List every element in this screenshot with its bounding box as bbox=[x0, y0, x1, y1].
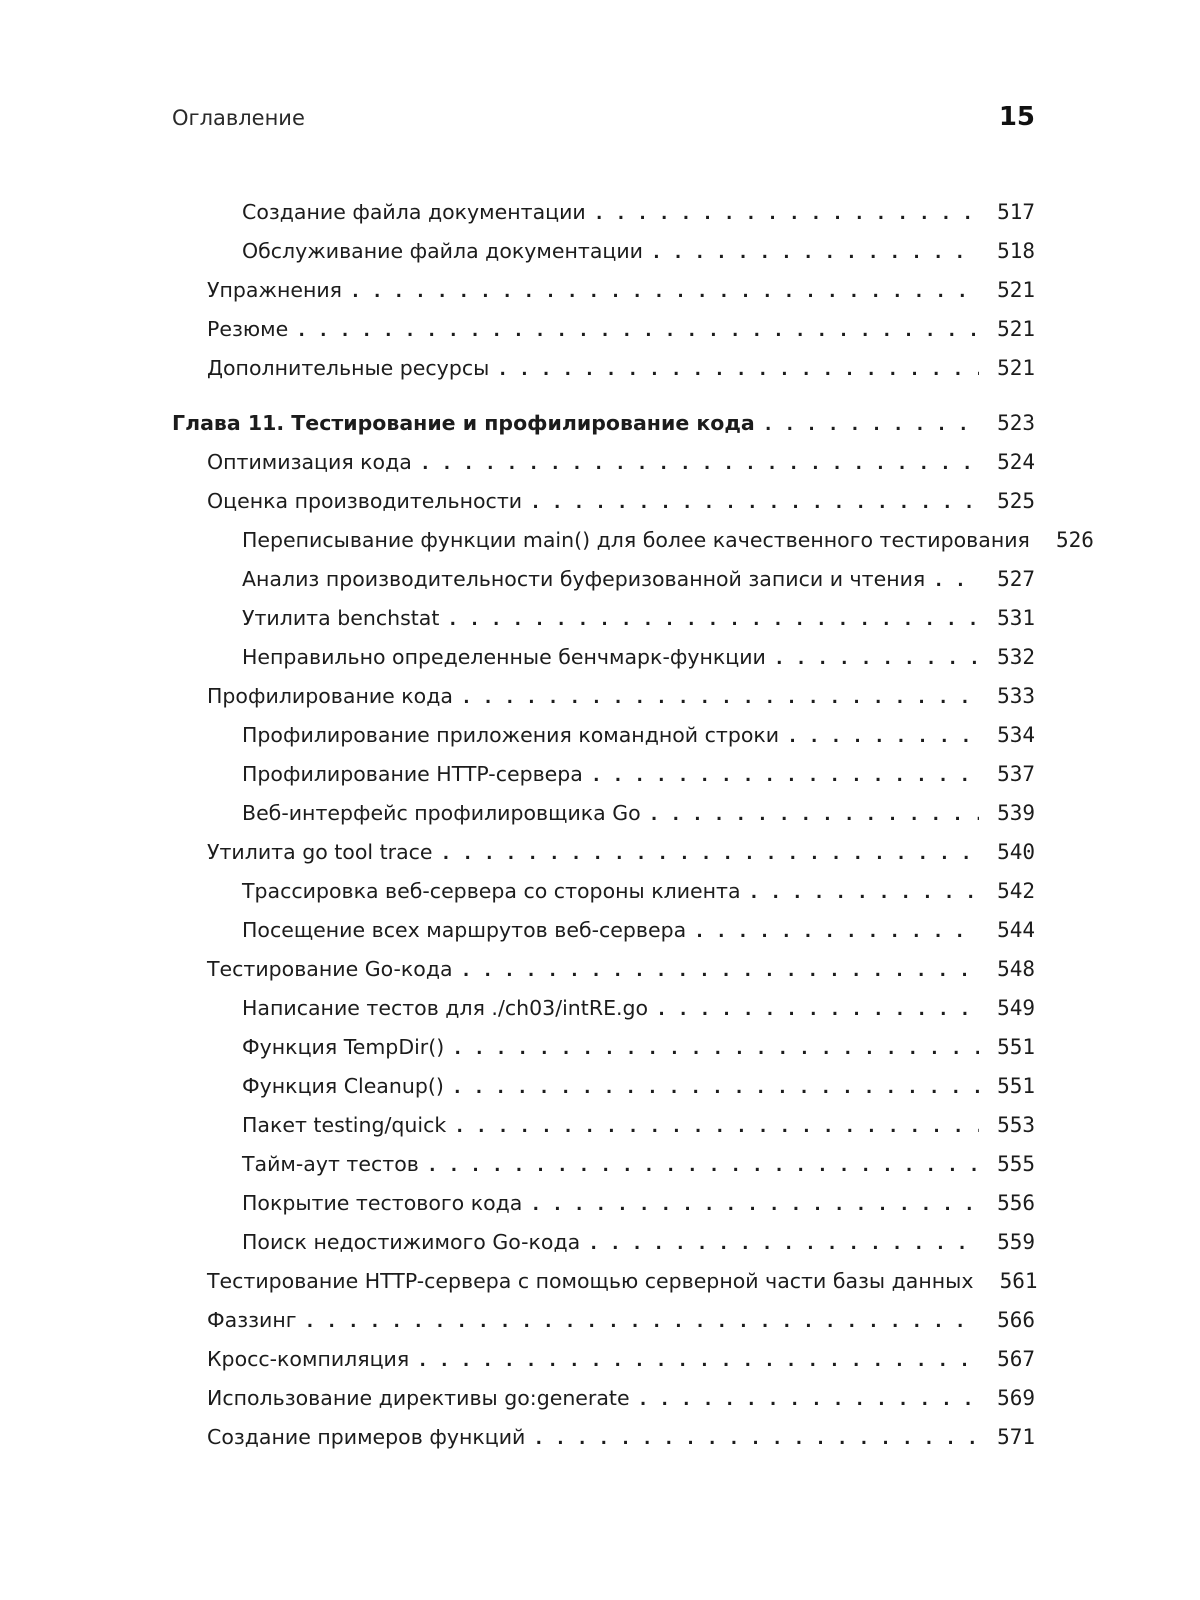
toc-dot-leader bbox=[787, 717, 979, 756]
toc-entry-page: 527 bbox=[997, 567, 1035, 591]
toc-entry[interactable] bbox=[172, 1223, 1035, 1262]
toc-entry-page: 533 bbox=[997, 684, 1035, 708]
toc-dot-leader bbox=[441, 834, 979, 873]
toc-entry[interactable] bbox=[172, 755, 1035, 794]
running-title: Оглавление bbox=[172, 106, 305, 130]
toc-entry-title: Упражнения bbox=[207, 278, 343, 302]
toc-entry-page: 551 bbox=[997, 1035, 1035, 1059]
toc-dot-leader bbox=[763, 405, 979, 445]
toc-entry-page: 561 bbox=[999, 1269, 1038, 1293]
toc-entry[interactable] bbox=[172, 521, 1094, 560]
toc-entry-title: Тестирование Go-кода bbox=[207, 957, 453, 981]
toc-dot-leader bbox=[461, 951, 979, 990]
toc-dot-leader bbox=[452, 1068, 979, 1107]
toc-entry-page: 539 bbox=[997, 801, 1035, 825]
toc-entry-page: 532 bbox=[997, 645, 1035, 669]
toc-dot-leader bbox=[461, 678, 979, 717]
toc-entry[interactable] bbox=[172, 872, 1035, 911]
toc-dot-leader bbox=[591, 756, 979, 795]
toc-entry-title: Кросс-компиляция bbox=[207, 1347, 410, 1371]
toc-entry-title: Функция Cleanup() bbox=[242, 1074, 444, 1098]
toc-entry[interactable] bbox=[172, 638, 1035, 677]
toc-dot-leader bbox=[774, 639, 979, 678]
toc-entry[interactable] bbox=[172, 482, 1035, 521]
toc-entry-page: 566 bbox=[997, 1308, 1035, 1332]
toc-entry-title: Утилита benchstat bbox=[242, 606, 440, 630]
toc-entry[interactable] bbox=[172, 443, 1035, 482]
toc-entry[interactable] bbox=[172, 1262, 1038, 1301]
toc-entry[interactable] bbox=[172, 1379, 1035, 1418]
toc-entry[interactable] bbox=[172, 1145, 1035, 1184]
toc-entry-title: Пакет testing/quick bbox=[242, 1113, 447, 1137]
toc-entry[interactable] bbox=[172, 193, 1035, 232]
running-head bbox=[172, 102, 1035, 138]
toc-entry[interactable] bbox=[172, 1184, 1035, 1223]
toc-entry-page: 553 bbox=[997, 1113, 1035, 1137]
toc-entry-page: 544 bbox=[997, 918, 1035, 942]
toc-entry[interactable] bbox=[172, 677, 1035, 716]
toc-entry-title: Тайм-аут тестов bbox=[242, 1152, 419, 1176]
toc-entry-title: Написание тестов для ./ch03/intRE.go bbox=[242, 996, 649, 1020]
toc-dot-leader bbox=[417, 1341, 979, 1380]
toc-entry-page: 518 bbox=[997, 239, 1035, 263]
toc-entry-title: Неправильно определенные бенчмарк-функции bbox=[242, 645, 766, 669]
toc-entry[interactable] bbox=[172, 911, 1035, 950]
toc-entry-page: 571 bbox=[997, 1425, 1035, 1449]
toc-entry[interactable] bbox=[172, 833, 1035, 872]
toc-entry[interactable] bbox=[172, 950, 1035, 989]
toc-dot-leader bbox=[694, 912, 979, 951]
toc-entry-page: 521 bbox=[997, 278, 1035, 302]
toc-entry-page: 534 bbox=[997, 723, 1035, 747]
toc-entry[interactable] bbox=[172, 1067, 1035, 1106]
toc-entry-title: Использование директивы go:generate bbox=[207, 1386, 630, 1410]
page-number: 15 bbox=[998, 102, 1035, 132]
toc-entry-title: Поиск недостижимого Go-кода bbox=[242, 1230, 581, 1254]
toc-dot-leader bbox=[350, 272, 979, 311]
toc-dot-leader bbox=[420, 444, 979, 483]
toc-dot-leader bbox=[649, 795, 979, 834]
toc-entry[interactable] bbox=[172, 989, 1035, 1028]
toc-dot-leader bbox=[530, 1185, 979, 1224]
toc-dot-leader bbox=[933, 561, 979, 600]
toc-entry[interactable] bbox=[172, 1301, 1035, 1340]
toc-entry-title: Оптимизация кода bbox=[207, 450, 412, 474]
toc-entry[interactable] bbox=[172, 716, 1035, 755]
toc-entry-title: Профилирование кода bbox=[207, 684, 453, 708]
toc-entry-title: Веб-интерфейс профилировщика Go bbox=[242, 801, 641, 825]
toc-entry-page: 521 bbox=[997, 356, 1035, 380]
toc-dot-leader bbox=[533, 1419, 979, 1458]
toc-dot-leader bbox=[454, 1107, 979, 1146]
toc-entry-page: 526 bbox=[1055, 528, 1094, 552]
toc-entry-title: Посещение всех маршрутов веб-сервера bbox=[242, 918, 687, 942]
toc-entry-page: 531 bbox=[997, 606, 1035, 630]
toc-entry-page: 569 bbox=[997, 1386, 1035, 1410]
toc-chapter-entry[interactable] bbox=[172, 403, 1035, 443]
toc-entry-page: 517 bbox=[997, 200, 1035, 224]
toc-entry-page: 548 bbox=[997, 957, 1035, 981]
toc-entry-title: Обслуживание файла документации bbox=[242, 239, 643, 263]
toc-dot-leader bbox=[530, 483, 979, 522]
toc-dot-leader bbox=[497, 350, 979, 389]
toc-entry[interactable] bbox=[172, 232, 1035, 271]
toc-entry[interactable] bbox=[172, 271, 1035, 310]
toc-entry-title: Трассировка веб-сервера со стороны клиента bbox=[242, 879, 741, 903]
toc-dot-leader bbox=[447, 600, 979, 639]
toc-entry-page: 540 bbox=[997, 840, 1035, 864]
toc-entry-page: 523 bbox=[997, 411, 1035, 435]
toc-entry-page: 525 bbox=[997, 489, 1035, 513]
toc-dot-leader bbox=[651, 233, 979, 272]
toc-dot-leader bbox=[656, 990, 979, 1029]
toc-entry-title: Функция TempDir() bbox=[242, 1035, 445, 1059]
toc-entry[interactable] bbox=[172, 349, 1035, 388]
toc-entry-page: 542 bbox=[997, 879, 1035, 903]
toc-dot-leader bbox=[749, 873, 979, 912]
toc-entry-title: Создание файла документации bbox=[242, 200, 586, 224]
toc-entry-page: 524 bbox=[997, 450, 1035, 474]
toc-dot-leader bbox=[452, 1029, 979, 1068]
toc-dot-leader bbox=[427, 1146, 979, 1185]
toc-entry[interactable] bbox=[172, 310, 1035, 349]
toc-entry[interactable] bbox=[172, 1106, 1035, 1145]
toc-entry-title: Утилита go tool trace bbox=[207, 840, 433, 864]
toc-entry[interactable] bbox=[172, 1028, 1035, 1067]
toc-entry-title: Профилирование HTTP-сервера bbox=[242, 762, 583, 786]
toc-dot-leader bbox=[296, 311, 979, 350]
toc-dot-leader bbox=[588, 1224, 979, 1263]
toc-entry-title: Тестирование HTTP-сервера с помощью серверной части базы данных bbox=[207, 1269, 974, 1293]
toc-entry-title: Переписывание функции main() для более качественного тестирования bbox=[242, 528, 1030, 552]
toc-entry-title: Оценка производительности bbox=[207, 489, 523, 513]
toc-entry-page: 537 bbox=[997, 762, 1035, 786]
toc-entry-title: Создание примеров функций bbox=[207, 1425, 526, 1449]
toc-entry-title: Фаззинг bbox=[207, 1308, 297, 1332]
toc-entry[interactable] bbox=[172, 1340, 1035, 1379]
toc-dot-leader bbox=[638, 1380, 979, 1419]
toc-entry-page: 555 bbox=[997, 1152, 1035, 1176]
toc-entry-title: Покрытие тестового кода bbox=[242, 1191, 523, 1215]
toc-entry[interactable] bbox=[172, 1418, 1035, 1457]
toc-entry-page: 556 bbox=[997, 1191, 1035, 1215]
toc-entry-title: Профилирование приложения командной строки bbox=[242, 723, 780, 747]
table-of-contents bbox=[172, 193, 1094, 1457]
toc-entry-title: Глава 11. Тестирование и профилирование кода bbox=[172, 411, 755, 435]
toc-entry-title: Резюме bbox=[207, 317, 289, 341]
toc-dot-leader bbox=[305, 1302, 979, 1341]
toc-entry[interactable] bbox=[172, 599, 1035, 638]
toc-dot-leader bbox=[594, 194, 979, 233]
toc-entry-page: 551 bbox=[997, 1074, 1035, 1098]
toc-entry-title: Анализ производительности буферизованной записи и чтения bbox=[242, 567, 926, 591]
toc-entry-page: 559 bbox=[997, 1230, 1035, 1254]
toc-entry-page: 521 bbox=[997, 317, 1035, 341]
toc-entry-page: 567 bbox=[997, 1347, 1035, 1371]
toc-entry-page: 549 bbox=[997, 996, 1035, 1020]
toc-entry-title: Дополнительные ресурсы bbox=[207, 356, 490, 380]
toc-entry[interactable] bbox=[172, 794, 1035, 833]
toc-entry[interactable] bbox=[172, 560, 1035, 599]
